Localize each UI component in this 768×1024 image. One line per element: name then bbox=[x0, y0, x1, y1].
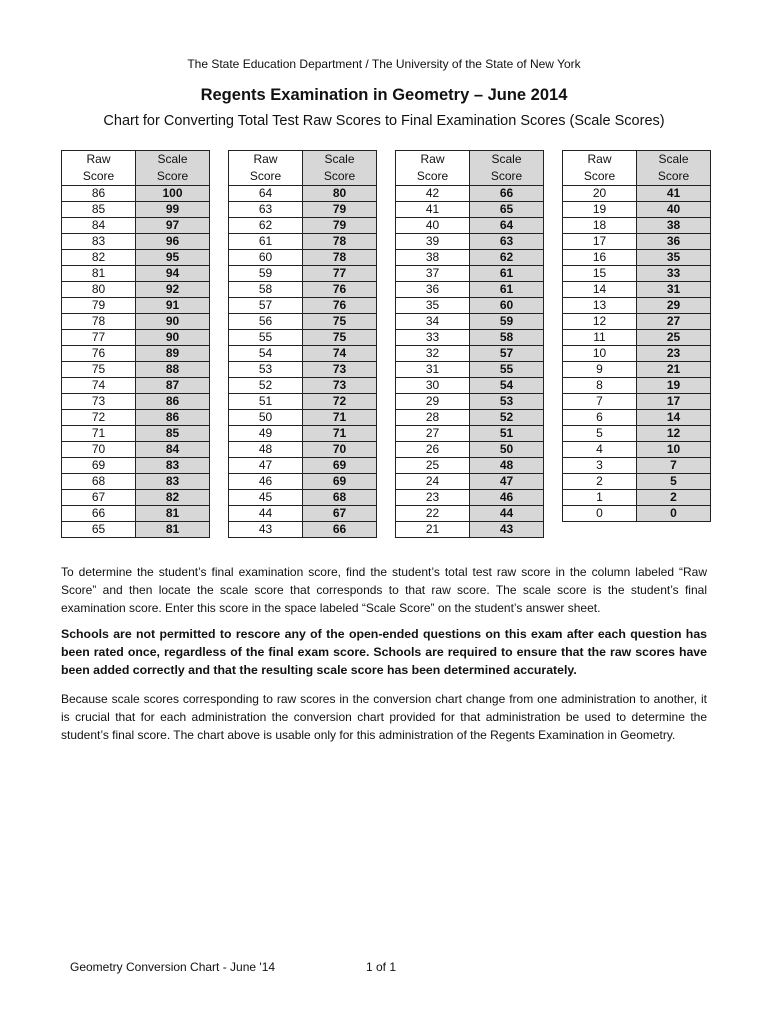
scale-score-cell: 90 bbox=[136, 330, 210, 346]
scale-score-cell: 31 bbox=[637, 282, 711, 298]
table-row bbox=[62, 506, 210, 522]
scale-score-cell: 33 bbox=[637, 266, 711, 282]
table-row bbox=[229, 186, 377, 202]
table-row bbox=[229, 490, 377, 506]
raw-score-cell: 45 bbox=[229, 490, 303, 506]
conversion-table-3 bbox=[395, 150, 544, 538]
scale-score-cell: 10 bbox=[637, 442, 711, 458]
scale-score-cell: 43 bbox=[470, 522, 544, 538]
table-row bbox=[563, 218, 711, 234]
table-row bbox=[563, 474, 711, 490]
scale-header-line2: Score bbox=[156, 169, 189, 183]
raw-score-cell: 7 bbox=[563, 394, 637, 410]
scale-score-cell: 75 bbox=[303, 314, 377, 330]
table-row bbox=[396, 298, 544, 314]
raw-score-cell: 77 bbox=[62, 330, 136, 346]
table-row bbox=[229, 218, 377, 234]
scale-score-cell: 38 bbox=[637, 218, 711, 234]
table-row bbox=[563, 186, 711, 202]
raw-score-cell: 3 bbox=[563, 458, 637, 474]
scale-score-cell: 17 bbox=[637, 394, 711, 410]
table-row bbox=[229, 362, 377, 378]
raw-header-line1: Raw bbox=[420, 152, 445, 166]
raw-score-cell: 35 bbox=[396, 298, 470, 314]
raw-score-cell: 36 bbox=[396, 282, 470, 298]
table-row bbox=[563, 282, 711, 298]
table-row bbox=[62, 202, 210, 218]
scale-score-cell: 82 bbox=[136, 490, 210, 506]
table-row bbox=[396, 234, 544, 250]
scale-score-cell: 44 bbox=[470, 506, 544, 522]
scale-score-cell: 78 bbox=[303, 234, 377, 250]
raw-score-cell: 66 bbox=[62, 506, 136, 522]
raw-score-cell: 6 bbox=[563, 410, 637, 426]
scale-score-cell: 92 bbox=[136, 282, 210, 298]
table-row bbox=[62, 186, 210, 202]
table-row bbox=[229, 250, 377, 266]
table-row bbox=[62, 218, 210, 234]
scale-score-cell: 86 bbox=[136, 394, 210, 410]
raw-header-line1: Raw bbox=[587, 152, 612, 166]
scale-score-cell: 2 bbox=[637, 490, 711, 506]
scale-score-cell: 85 bbox=[136, 426, 210, 442]
scale-score-cell: 62 bbox=[470, 250, 544, 266]
table-row bbox=[229, 458, 377, 474]
scale-score-cell: 73 bbox=[303, 362, 377, 378]
raw-score-cell: 29 bbox=[396, 394, 470, 410]
scale-score-cell: 83 bbox=[136, 474, 210, 490]
table-row bbox=[396, 474, 544, 490]
raw-score-cell: 68 bbox=[62, 474, 136, 490]
raw-score-cell: 50 bbox=[229, 410, 303, 426]
raw-score-cell: 44 bbox=[229, 506, 303, 522]
raw-score-cell: 11 bbox=[563, 330, 637, 346]
scale-score-cell: 88 bbox=[136, 362, 210, 378]
scale-score-cell: 66 bbox=[470, 186, 544, 202]
scale-score-cell: 14 bbox=[637, 410, 711, 426]
raw-score-cell: 21 bbox=[396, 522, 470, 538]
scale-score-cell: 53 bbox=[470, 394, 544, 410]
scale-header-line2: Score bbox=[323, 169, 356, 183]
scale-score-cell: 59 bbox=[470, 314, 544, 330]
table-row bbox=[396, 266, 544, 282]
scale-score-cell: 76 bbox=[303, 298, 377, 314]
scale-score-header bbox=[303, 151, 377, 186]
scale-score-cell: 61 bbox=[470, 282, 544, 298]
scale-score-cell: 58 bbox=[470, 330, 544, 346]
raw-score-cell: 39 bbox=[396, 234, 470, 250]
table-row bbox=[62, 282, 210, 298]
table-row bbox=[62, 474, 210, 490]
raw-header-line1: Raw bbox=[86, 152, 111, 166]
footer-document-name: Geometry Conversion Chart - June '14 bbox=[70, 960, 276, 974]
table-row bbox=[396, 458, 544, 474]
table-row bbox=[396, 490, 544, 506]
raw-score-cell: 34 bbox=[396, 314, 470, 330]
raw-score-cell: 43 bbox=[229, 522, 303, 538]
table-row bbox=[229, 314, 377, 330]
scale-score-cell: 57 bbox=[470, 346, 544, 362]
table-row bbox=[396, 378, 544, 394]
scale-score-cell: 5 bbox=[637, 474, 711, 490]
raw-score-cell: 37 bbox=[396, 266, 470, 282]
scale-score-cell: 73 bbox=[303, 378, 377, 394]
table-row bbox=[229, 522, 377, 538]
scale-score-cell: 55 bbox=[470, 362, 544, 378]
raw-score-header bbox=[229, 151, 303, 186]
raw-score-cell: 86 bbox=[62, 186, 136, 202]
table-row bbox=[62, 490, 210, 506]
table-row bbox=[563, 426, 711, 442]
scale-score-cell: 84 bbox=[136, 442, 210, 458]
scale-score-cell: 95 bbox=[136, 250, 210, 266]
table-row bbox=[396, 506, 544, 522]
raw-score-cell: 24 bbox=[396, 474, 470, 490]
table-row bbox=[62, 426, 210, 442]
scale-score-cell: 66 bbox=[303, 522, 377, 538]
scale-header-line2: Score bbox=[490, 169, 523, 183]
scale-score-cell: 80 bbox=[303, 186, 377, 202]
table-row bbox=[62, 298, 210, 314]
table-row bbox=[563, 362, 711, 378]
scale-score-cell: 97 bbox=[136, 218, 210, 234]
rescore-policy-paragraph: Schools are not permitted to rescore any of the open-ended questions on this exam after each question has been rated once, regardless of the final exam score. Schools are required to ensure that the raw scores have been added correctly and that the resulting scale score has been determined accurately. bbox=[61, 627, 707, 677]
table-row bbox=[62, 346, 210, 362]
table-row bbox=[396, 330, 544, 346]
conversion-table-2 bbox=[228, 150, 377, 538]
scale-score-cell: 94 bbox=[136, 266, 210, 282]
scale-score-cell: 47 bbox=[470, 474, 544, 490]
scale-score-cell: 27 bbox=[637, 314, 711, 330]
scale-score-cell: 50 bbox=[470, 442, 544, 458]
scale-score-cell: 71 bbox=[303, 426, 377, 442]
raw-score-cell: 31 bbox=[396, 362, 470, 378]
table-row bbox=[563, 394, 711, 410]
scale-score-cell: 90 bbox=[136, 314, 210, 330]
raw-score-cell: 17 bbox=[563, 234, 637, 250]
administration-note-paragraph: Because scale scores corresponding to raw scores in the conversion chart change from one administration to another, it is crucial that for each administration the conversion chart provided for that administration be used to determine the student’s final score. The chart above is usable only for this administration of the Regents Examination in Geometry. bbox=[61, 692, 707, 742]
table-row bbox=[563, 266, 711, 282]
scale-score-cell: 23 bbox=[637, 346, 711, 362]
raw-score-cell: 48 bbox=[229, 442, 303, 458]
scale-score-cell: 69 bbox=[303, 474, 377, 490]
scale-score-cell: 71 bbox=[303, 410, 377, 426]
scale-score-cell: 36 bbox=[637, 234, 711, 250]
raw-score-cell: 62 bbox=[229, 218, 303, 234]
scale-score-cell: 72 bbox=[303, 394, 377, 410]
scale-score-cell: 86 bbox=[136, 410, 210, 426]
raw-score-cell: 41 bbox=[396, 202, 470, 218]
scale-score-cell: 52 bbox=[470, 410, 544, 426]
raw-score-header bbox=[396, 151, 470, 186]
table-row bbox=[563, 442, 711, 458]
department-line: The State Education Department / The University of the State of New York bbox=[187, 57, 581, 71]
table-row bbox=[229, 426, 377, 442]
table-row bbox=[563, 314, 711, 330]
raw-score-cell: 56 bbox=[229, 314, 303, 330]
raw-score-cell: 57 bbox=[229, 298, 303, 314]
raw-score-cell: 15 bbox=[563, 266, 637, 282]
table-row bbox=[229, 330, 377, 346]
table-row bbox=[396, 186, 544, 202]
raw-score-cell: 26 bbox=[396, 442, 470, 458]
raw-score-cell: 10 bbox=[563, 346, 637, 362]
raw-score-cell: 27 bbox=[396, 426, 470, 442]
page-title: Regents Examination in Geometry – June 2014 bbox=[200, 86, 568, 104]
table-row bbox=[229, 378, 377, 394]
raw-header-line2: Score bbox=[249, 169, 282, 183]
table-row bbox=[396, 522, 544, 538]
scale-header-line1: Scale bbox=[324, 152, 355, 166]
table-row bbox=[229, 298, 377, 314]
raw-score-cell: 80 bbox=[62, 282, 136, 298]
raw-score-cell: 19 bbox=[563, 202, 637, 218]
scale-header-line1: Scale bbox=[491, 152, 522, 166]
table-row bbox=[62, 410, 210, 426]
raw-score-cell: 67 bbox=[62, 490, 136, 506]
scale-score-cell: 69 bbox=[303, 458, 377, 474]
scale-score-cell: 48 bbox=[470, 458, 544, 474]
raw-score-cell: 0 bbox=[563, 506, 637, 522]
scale-score-cell: 75 bbox=[303, 330, 377, 346]
raw-score-cell: 33 bbox=[396, 330, 470, 346]
table-row bbox=[563, 298, 711, 314]
raw-score-cell: 30 bbox=[396, 378, 470, 394]
table-row bbox=[563, 330, 711, 346]
scale-score-cell: 79 bbox=[303, 202, 377, 218]
raw-score-cell: 1 bbox=[563, 490, 637, 506]
raw-score-cell: 8 bbox=[563, 378, 637, 394]
scale-score-cell: 35 bbox=[637, 250, 711, 266]
table-row bbox=[563, 506, 711, 522]
scale-score-cell: 25 bbox=[637, 330, 711, 346]
raw-score-cell: 20 bbox=[563, 186, 637, 202]
scale-score-cell: 64 bbox=[470, 218, 544, 234]
table-row bbox=[62, 234, 210, 250]
conversion-table-1 bbox=[61, 150, 210, 538]
raw-score-cell: 73 bbox=[62, 394, 136, 410]
table-row bbox=[396, 410, 544, 426]
scale-score-cell: 77 bbox=[303, 266, 377, 282]
table-row bbox=[62, 522, 210, 538]
raw-score-cell: 85 bbox=[62, 202, 136, 218]
scale-score-cell: 96 bbox=[136, 234, 210, 250]
scale-score-cell: 60 bbox=[470, 298, 544, 314]
table-row bbox=[62, 442, 210, 458]
table-row bbox=[396, 250, 544, 266]
raw-score-cell: 53 bbox=[229, 362, 303, 378]
table-row bbox=[396, 394, 544, 410]
scale-score-cell: 68 bbox=[303, 490, 377, 506]
raw-header-line2: Score bbox=[82, 169, 115, 183]
table-row bbox=[396, 362, 544, 378]
table-row bbox=[62, 394, 210, 410]
raw-score-cell: 71 bbox=[62, 426, 136, 442]
raw-score-cell: 16 bbox=[563, 250, 637, 266]
raw-score-cell: 61 bbox=[229, 234, 303, 250]
scale-score-cell: 89 bbox=[136, 346, 210, 362]
raw-score-cell: 60 bbox=[229, 250, 303, 266]
raw-score-cell: 83 bbox=[62, 234, 136, 250]
table-row bbox=[62, 362, 210, 378]
scale-score-cell: 67 bbox=[303, 506, 377, 522]
raw-score-cell: 70 bbox=[62, 442, 136, 458]
raw-score-cell: 12 bbox=[563, 314, 637, 330]
scale-score-cell: 70 bbox=[303, 442, 377, 458]
page-subtitle: Chart for Converting Total Test Raw Scores to Final Examination Scores (Scale Scores) bbox=[103, 113, 665, 129]
scale-score-cell: 61 bbox=[470, 266, 544, 282]
instructions-paragraph: To determine the student’s final examination score, find the student’s total test raw score in the column labeled “Raw Score” and then locate the scale score that corresponds to that raw score. The scale score is the student’s final examination score. Enter this score in the space labeled “Scale Score” on the student’s answer sheet. bbox=[61, 565, 707, 615]
raw-score-cell: 13 bbox=[563, 298, 637, 314]
table-row bbox=[396, 202, 544, 218]
table-row bbox=[563, 458, 711, 474]
table-row bbox=[563, 202, 711, 218]
scale-score-cell: 76 bbox=[303, 282, 377, 298]
raw-score-cell: 78 bbox=[62, 314, 136, 330]
raw-score-cell: 82 bbox=[62, 250, 136, 266]
table-row bbox=[563, 250, 711, 266]
scale-score-cell: 87 bbox=[136, 378, 210, 394]
raw-score-cell: 47 bbox=[229, 458, 303, 474]
scale-score-cell: 0 bbox=[637, 506, 711, 522]
raw-score-cell: 63 bbox=[229, 202, 303, 218]
raw-score-header bbox=[62, 151, 136, 186]
scale-score-header bbox=[136, 151, 210, 186]
table-row bbox=[62, 330, 210, 346]
raw-score-cell: 69 bbox=[62, 458, 136, 474]
scale-score-cell: 99 bbox=[136, 202, 210, 218]
table-row bbox=[62, 250, 210, 266]
scale-header-line1: Scale bbox=[658, 152, 689, 166]
scale-header-line2: Score bbox=[657, 169, 690, 183]
table-row bbox=[396, 218, 544, 234]
table-row bbox=[229, 234, 377, 250]
table-row bbox=[229, 346, 377, 362]
table-row bbox=[229, 394, 377, 410]
raw-score-cell: 4 bbox=[563, 442, 637, 458]
raw-header-line2: Score bbox=[583, 169, 616, 183]
scale-score-cell: 29 bbox=[637, 298, 711, 314]
table-row bbox=[396, 426, 544, 442]
scale-score-cell: 51 bbox=[470, 426, 544, 442]
raw-score-cell: 22 bbox=[396, 506, 470, 522]
table-row bbox=[229, 410, 377, 426]
raw-score-cell: 28 bbox=[396, 410, 470, 426]
table-row bbox=[62, 458, 210, 474]
table-row bbox=[396, 282, 544, 298]
table-row bbox=[229, 282, 377, 298]
raw-score-cell: 75 bbox=[62, 362, 136, 378]
scale-score-cell: 54 bbox=[470, 378, 544, 394]
raw-score-cell: 72 bbox=[62, 410, 136, 426]
raw-score-cell: 14 bbox=[563, 282, 637, 298]
table-row bbox=[396, 314, 544, 330]
scale-score-cell: 81 bbox=[136, 522, 210, 538]
footer-page-number: 1 of 1 bbox=[366, 960, 397, 974]
scale-score-cell: 41 bbox=[637, 186, 711, 202]
scale-score-header bbox=[637, 151, 711, 186]
table-row bbox=[62, 378, 210, 394]
raw-score-cell: 42 bbox=[396, 186, 470, 202]
scale-header-line1: Scale bbox=[157, 152, 188, 166]
raw-score-cell: 59 bbox=[229, 266, 303, 282]
scale-score-cell: 19 bbox=[637, 378, 711, 394]
table-row bbox=[563, 410, 711, 426]
table-row bbox=[563, 378, 711, 394]
scale-score-cell: 83 bbox=[136, 458, 210, 474]
raw-score-cell: 55 bbox=[229, 330, 303, 346]
table-row bbox=[62, 266, 210, 282]
raw-score-cell: 64 bbox=[229, 186, 303, 202]
raw-score-cell: 23 bbox=[396, 490, 470, 506]
raw-score-header bbox=[563, 151, 637, 186]
raw-score-cell: 25 bbox=[396, 458, 470, 474]
conversion-table-4 bbox=[562, 150, 711, 522]
raw-score-cell: 38 bbox=[396, 250, 470, 266]
table-row bbox=[229, 506, 377, 522]
raw-score-cell: 5 bbox=[563, 426, 637, 442]
table-row bbox=[396, 442, 544, 458]
raw-score-cell: 2 bbox=[563, 474, 637, 490]
scale-score-cell: 21 bbox=[637, 362, 711, 378]
scale-score-cell: 12 bbox=[637, 426, 711, 442]
raw-score-cell: 74 bbox=[62, 378, 136, 394]
raw-score-cell: 58 bbox=[229, 282, 303, 298]
scale-score-cell: 81 bbox=[136, 506, 210, 522]
table-row bbox=[563, 234, 711, 250]
scale-score-cell: 79 bbox=[303, 218, 377, 234]
raw-score-cell: 84 bbox=[62, 218, 136, 234]
table-row bbox=[396, 346, 544, 362]
scale-score-cell: 40 bbox=[637, 202, 711, 218]
table-row bbox=[563, 490, 711, 506]
raw-score-cell: 81 bbox=[62, 266, 136, 282]
raw-score-cell: 18 bbox=[563, 218, 637, 234]
raw-score-cell: 52 bbox=[229, 378, 303, 394]
raw-score-cell: 46 bbox=[229, 474, 303, 490]
scale-score-cell: 74 bbox=[303, 346, 377, 362]
scale-score-cell: 65 bbox=[470, 202, 544, 218]
scale-score-cell: 91 bbox=[136, 298, 210, 314]
raw-score-cell: 76 bbox=[62, 346, 136, 362]
table-row bbox=[229, 442, 377, 458]
raw-score-cell: 79 bbox=[62, 298, 136, 314]
raw-score-cell: 51 bbox=[229, 394, 303, 410]
raw-score-cell: 65 bbox=[62, 522, 136, 538]
raw-score-cell: 54 bbox=[229, 346, 303, 362]
scale-score-cell: 78 bbox=[303, 250, 377, 266]
raw-header-line1: Raw bbox=[253, 152, 278, 166]
table-row bbox=[62, 314, 210, 330]
table-row bbox=[563, 346, 711, 362]
table-row bbox=[229, 266, 377, 282]
raw-score-cell: 40 bbox=[396, 218, 470, 234]
raw-score-cell: 9 bbox=[563, 362, 637, 378]
scale-score-cell: 63 bbox=[470, 234, 544, 250]
table-row bbox=[229, 202, 377, 218]
scale-score-cell: 7 bbox=[637, 458, 711, 474]
scale-score-cell: 46 bbox=[470, 490, 544, 506]
raw-score-cell: 49 bbox=[229, 426, 303, 442]
table-row bbox=[229, 474, 377, 490]
scale-score-header bbox=[470, 151, 544, 186]
raw-score-cell: 32 bbox=[396, 346, 470, 362]
raw-header-line2: Score bbox=[416, 169, 449, 183]
scale-score-cell: 100 bbox=[136, 186, 210, 202]
